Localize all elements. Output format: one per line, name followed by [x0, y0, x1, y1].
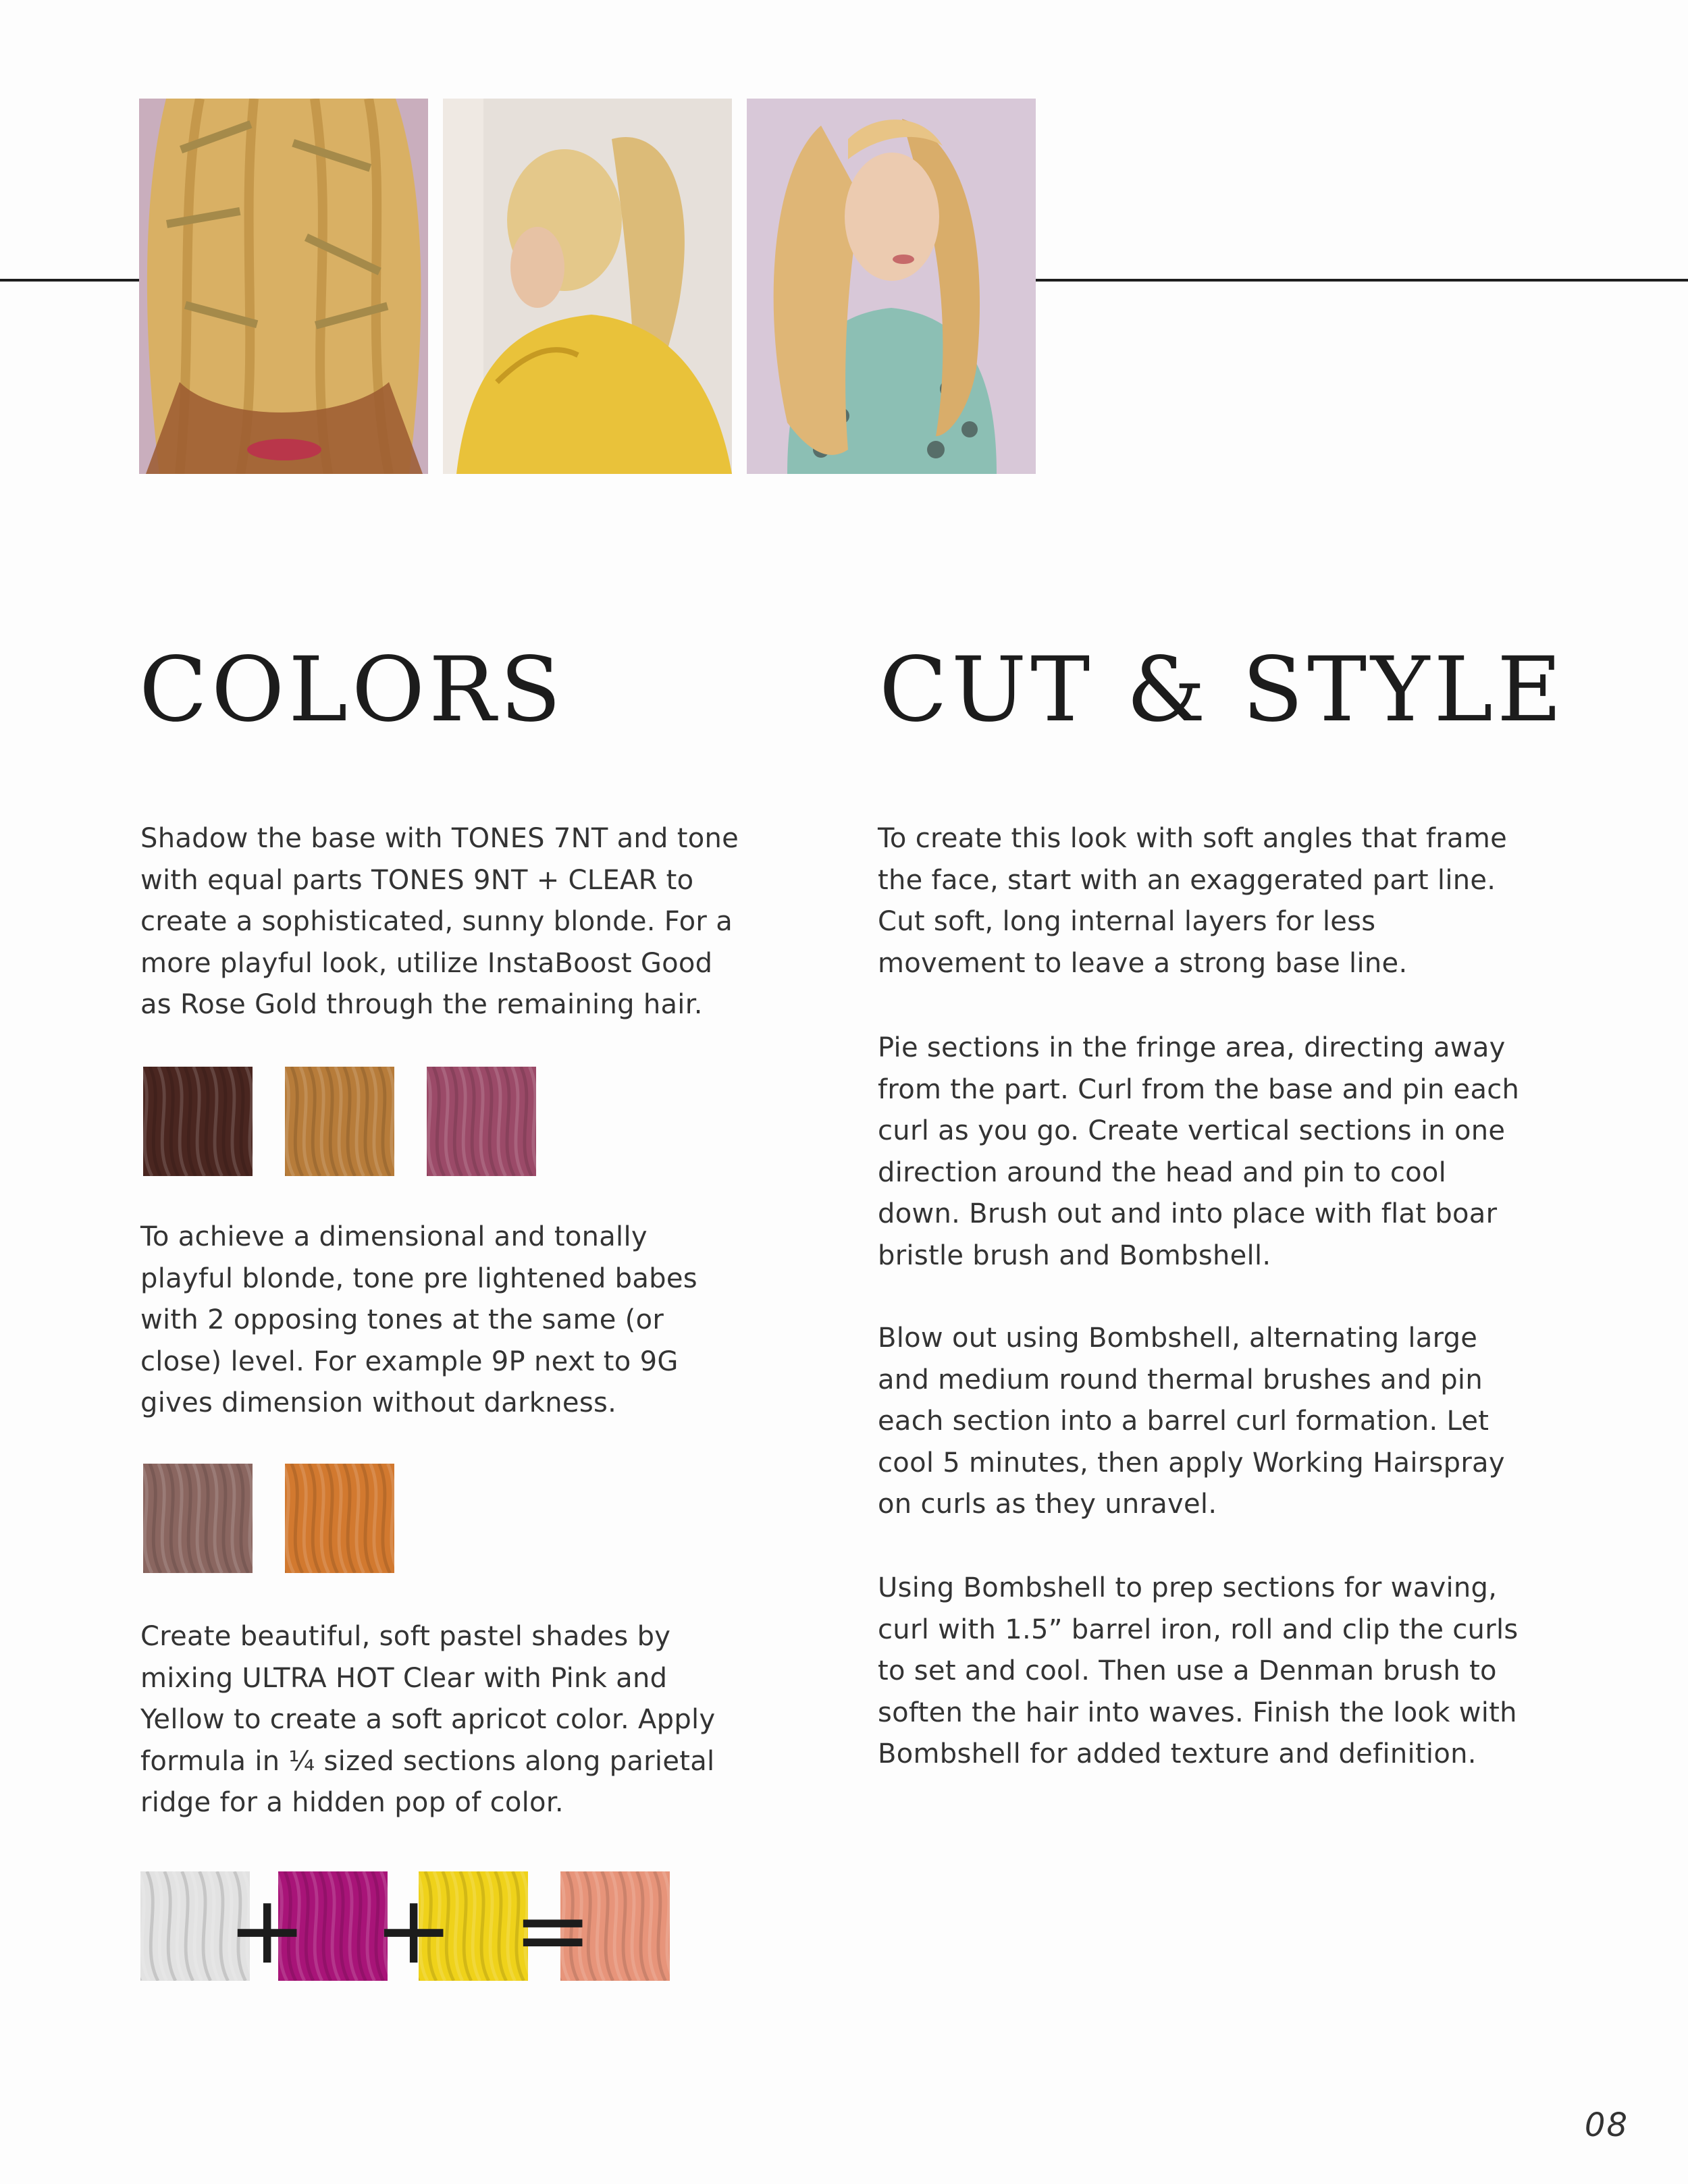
- color-swatch: [427, 1067, 536, 1176]
- photo-model-long-waves: [747, 99, 1036, 474]
- colors-paragraph: Create beautiful, soft pastel shades by mixing ULTRA HOT Clear with Pink and Yellow to create a soft apricot color. Apply formula in ¼ sized sections along parietal ridge for a hidden pop of color.: [140, 1621, 716, 1818]
- color-swatch: [143, 1067, 253, 1176]
- page-number: 08: [1584, 2106, 1629, 2144]
- color-swatch: [285, 1464, 394, 1573]
- plus-operator: +: [228, 1875, 307, 1986]
- cut-style-paragraph: Using Bombshell to prep sections for waving, curl with 1.5” barrel iron, roll and clip the curls to set and cool. Then use a Denman brush to soften the hair into waves. Finish the look with Bombshell for added texture and definition.: [878, 1572, 1519, 1769]
- photo-model-ponytail: [443, 99, 732, 474]
- divider-rule-right: [1036, 279, 1688, 282]
- cut-style-paragraph: Blow out using Bombshell, alternating large and medium round thermal brushes and pin each section into a barrel curl formation. Let cool 5 minutes, then apply Working Hairspray on curls as they unravel.: [878, 1323, 1505, 1520]
- equals-operator: =: [513, 1875, 593, 1986]
- divider-rule-left: [0, 279, 139, 282]
- color-swatch: [143, 1464, 253, 1573]
- plus-operator: +: [374, 1875, 454, 1986]
- photo-model-hair-clips: [139, 99, 428, 474]
- colors-heading: COLORS: [139, 638, 565, 742]
- colors-paragraph: Shadow the base with TONES 7NT and tone with equal parts TONES 9NT + CLEAR to create a sophisticated, sunny blonde. For a more playful look, utilize InstaBoost Good as Rose Gold through the remaining hair.: [140, 823, 739, 1020]
- cut-style-heading: CUT & STYLE: [879, 638, 1566, 742]
- colors-paragraph: To achieve a dimensional and tonally playful blonde, tone pre lightened babes with 2 opposing tones at the same (or close) level. For example 9P next to 9G gives dimension without darkness.: [140, 1221, 697, 1418]
- color-swatch: [285, 1067, 394, 1176]
- cut-style-paragraph: Pie sections in the fringe area, directing away from the part. Curl from the base and pin each curl as you go. Create vertical sections in one direction around the head and pin to cool down. Brush out and into place with flat boar bristle brush and Bombshell.: [878, 1032, 1520, 1271]
- cut-style-paragraph: To create this look with soft angles that frame the face, start with an exaggerated part line. Cut soft, long internal layers for less movement to leave a strong base line.: [878, 823, 1508, 979]
